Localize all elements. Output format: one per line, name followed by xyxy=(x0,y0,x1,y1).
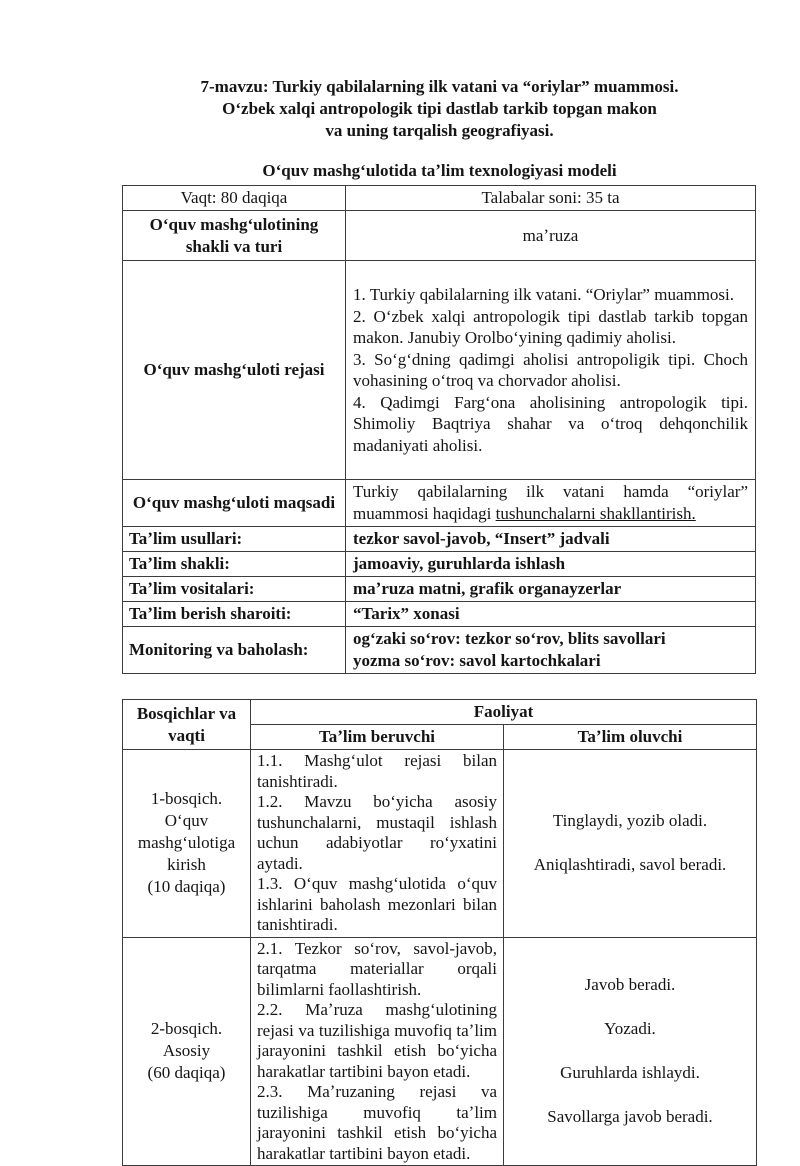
beruvchi-header-cell: Taʼlim beruvchi xyxy=(251,725,504,750)
stage1-student-cell: Tinglaydi, yozib oladi. Aniqlashtiradi, savol beradi. xyxy=(504,750,757,938)
document-content xyxy=(122,76,757,1166)
activity-stages-table xyxy=(122,699,757,1166)
title-line-1: 7-mavzu: Turkiy qabilalarning ilk vatani va “oriylar” muammosi. xyxy=(200,77,679,96)
vositalari-label-cell: Taʼlim vositalari: xyxy=(123,577,346,602)
shakli-label-cell: Oʻquv mashgʻulotining shakli va turi xyxy=(123,211,346,261)
monitoring-value-cell: ogʻzaki soʻrov: tezkor soʻrov, blits savollari yozma soʻrov: savol kartochkalari xyxy=(346,627,756,674)
faoliyat-header-cell: Faoliyat xyxy=(251,700,757,725)
technology-model-table xyxy=(122,185,756,674)
rejasi-label-cell: Oʻquv mashgʻuloti rejasi xyxy=(123,261,346,480)
table-row xyxy=(123,527,756,552)
vaqt-cell: Vaqt: 80 daqiqa xyxy=(123,186,346,211)
table-row xyxy=(123,186,756,211)
stage2-teacher-cell: 2.1. Tezkor soʻrov, savol-javob, tarqatma materiallar orqali bilimlarni faollashtirish. 2.2. Maʼruza mashgʻulotining rejasi va tuzilishiga muvofiq taʼlim jarayonini tashkil etish boʻyicha harakatlar tartibini bayon etadi. 2.3. Maʼruzaning rejasi va tuzilishiga muvofiq taʼlim jarayonini tashkil etish boʻyicha harakatlar tartibini bayon etadi. xyxy=(251,937,504,1166)
table-header-row xyxy=(123,700,757,725)
table-row xyxy=(123,480,756,527)
table-row xyxy=(123,602,756,627)
stage-row-1 xyxy=(123,750,757,938)
talabalar-cell: Talabalar soni: 35 ta xyxy=(346,186,756,211)
stage1-teacher-cell: 1.1. Mashgʻulot rejasi bilan tanishtiradi. 1.2. Mavzu boʻyicha asosiy tushunchalarni, mustaqil ishlash uchun adabiyotlar roʻyxatini aytadi. 1.3. Oʻquv mashgʻulotida oʻquv ishlarini baholash mezonlari bilan tanishtiradi. xyxy=(251,750,504,938)
sharoiti-label-cell: Taʼlim berish sharoiti: xyxy=(123,602,346,627)
stage2-cell: 2-bosqich. Asosiy (60 daqiqa) xyxy=(123,937,251,1166)
shakli2-value-cell: jamoaviy, guruhlarda ishlash xyxy=(346,552,756,577)
table-row xyxy=(123,552,756,577)
table-row xyxy=(123,211,756,261)
title-line-2: Oʻzbek xalqi antropologik tipi dastlab tarkib topgan makon xyxy=(222,99,657,118)
maqsadi-label-cell: Oʻquv mashgʻuloti maqsadi xyxy=(123,480,346,527)
bosqichlar-header-cell: Bosqichlar va vaqti xyxy=(123,700,251,750)
oluvchi-header-cell: Taʼlim oluvchi xyxy=(504,725,757,750)
title-line-3: va uning tarqalish geografiyasi. xyxy=(325,121,554,140)
table-row xyxy=(123,627,756,674)
usullari-label-cell: Taʼlim usullari: xyxy=(123,527,346,552)
monitoring-label-cell: Monitoring va baholash: xyxy=(123,627,346,674)
model-caption: Oʻquv mashgʻulotida taʼlim texnologiyasi modeli xyxy=(262,161,617,180)
stage1-cell: 1-bosqich. Oʻquv mashgʻulotiga kirish (10 daqiqa) xyxy=(123,750,251,938)
table-row xyxy=(123,577,756,602)
document-title xyxy=(122,76,757,142)
maqsadi-underlined-text: tushunchalarni shakllantirish. xyxy=(495,504,696,523)
usullari-value-cell: tezkor savol-javob, “Insert” jadvali xyxy=(346,527,756,552)
sharoiti-value-cell: “Tarix” xonasi xyxy=(346,602,756,627)
shakli2-label-cell: Taʼlim shakli: xyxy=(123,552,346,577)
stage-row-2 xyxy=(123,937,757,1166)
maqsadi-text: Turkiy qabilalarning ilk vatani hamda “oriylar” muammosi haqidagi xyxy=(353,482,748,523)
rejasi-items-cell: 1. Turkiy qabilalarning ilk vatani. “Oriylar” muammosi. 2. Oʻzbek xalqi antropologik tipi dastlab tarkib topgan makon. Janubiy Orolboʻyining qadimiy aholisi. 3. Soʻgʻdning qadimgi aholisi antropoligik tipi. Choch vohasining oʻtroq va chorvador aholisi. 4. Qadimgi Fargʻona aholisining antropologik tipi. Shimoliy Baqtriya shahar va oʻtroq dehqonchilik madaniyati aholisi. xyxy=(346,261,756,480)
vositalari-value-cell: maʼruza matni, grafik organayzerlar xyxy=(346,577,756,602)
stage2-student-cell: Javob beradi. Yozadi. Guruhlarda ishlaydi. Savollarga javob beradi. xyxy=(504,937,757,1166)
table-row xyxy=(123,261,756,480)
shakli-value-cell: maʼruza xyxy=(346,211,756,261)
maqsadi-value-cell xyxy=(346,480,756,527)
